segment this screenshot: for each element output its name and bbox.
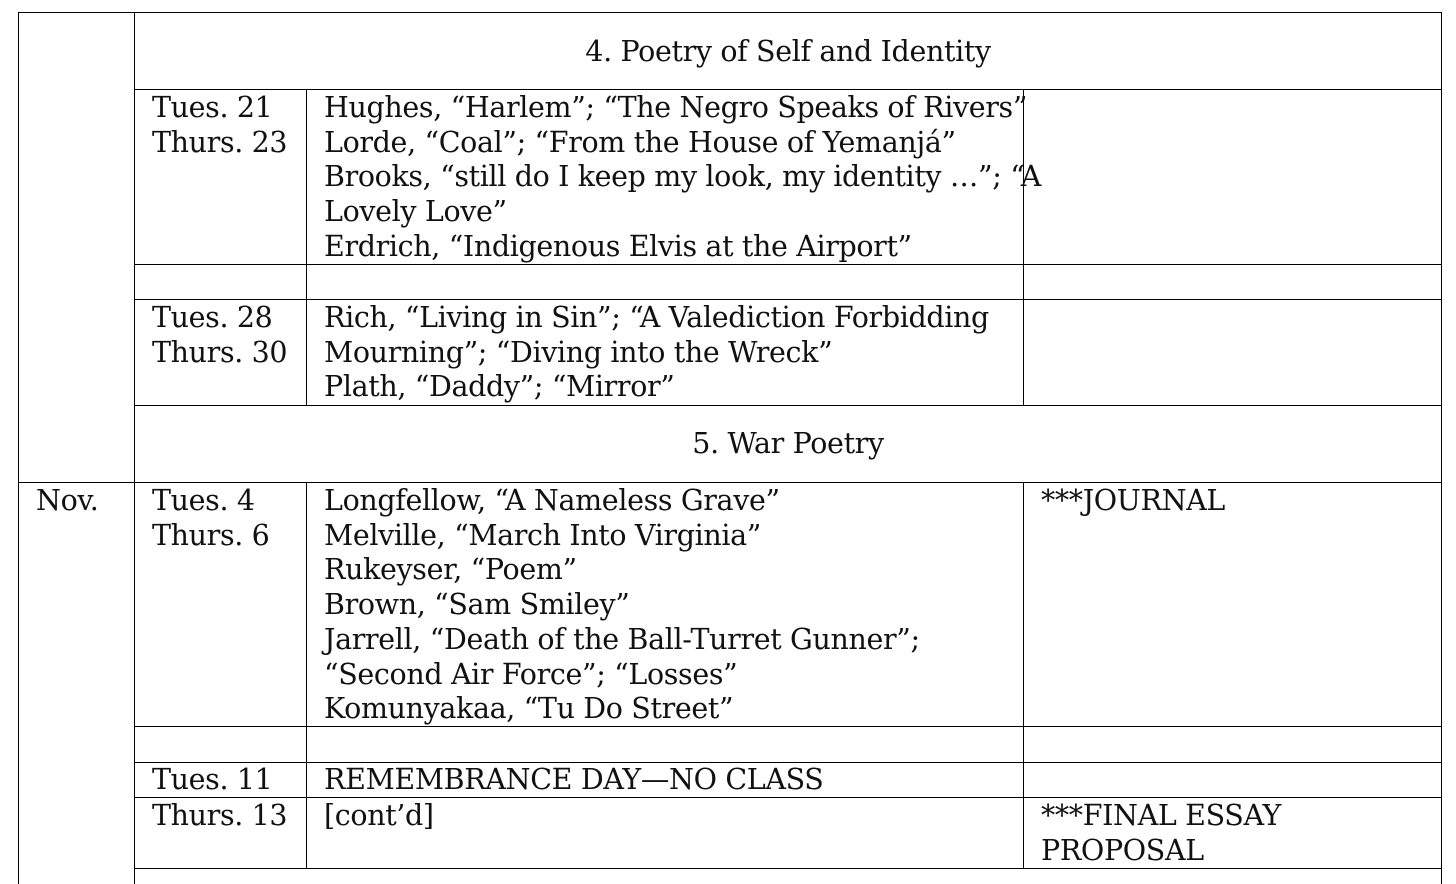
date-line: Thurs. 6 xyxy=(152,518,270,552)
reading-line: Lovely Love” xyxy=(324,195,507,229)
table-rule xyxy=(134,405,1442,406)
date-line: Thurs. 30 xyxy=(152,335,288,369)
table-rule xyxy=(306,482,307,868)
date-line: Thurs. 23 xyxy=(152,125,288,159)
reading-line: Plath, “Daddy”; “Mirror” xyxy=(324,370,675,404)
assignment-note xyxy=(1041,799,1281,868)
table-rule xyxy=(18,12,1442,13)
reading-line: Erdrich, “Indigenous Elvis at the Airport” xyxy=(324,229,912,263)
reading-line: Longfellow, “A Nameless Grave” xyxy=(324,484,780,517)
date-cell xyxy=(152,484,269,553)
table-rule xyxy=(134,89,1442,90)
readings-cell xyxy=(324,301,989,405)
readings-cell xyxy=(324,484,920,727)
reading-line: Mourning”; “Diving into the Wreck” xyxy=(324,335,833,369)
note-line: PROPOSAL xyxy=(1041,833,1204,867)
month-label: Nov. xyxy=(36,484,99,517)
date-line: Tues. 21 xyxy=(152,91,273,124)
table-rule xyxy=(18,482,1442,483)
table-rule xyxy=(134,299,1442,300)
reading-line: Lorde, “Coal”; “From the House of Yemanjá” xyxy=(324,125,956,159)
reading-line: Rich, “Living in Sin”; “A Valediction Forbidding xyxy=(324,301,989,334)
reading-line: Hughes, “Harlem”; “The Negro Speaks of Rivers” xyxy=(324,91,1028,124)
reading-line: Melville, “March Into Virginia” xyxy=(324,518,761,552)
reading-line: Brown, “Sam Smiley” xyxy=(324,588,630,622)
reading-line: “Second Air Force”; “Losses” xyxy=(324,657,738,691)
date-cell xyxy=(152,301,287,370)
date-cell: Tues. 11 xyxy=(152,763,273,796)
table-rule xyxy=(18,12,19,884)
date-line: Tues. 4 xyxy=(152,484,255,517)
date-cell xyxy=(152,91,287,160)
readings-cell: [cont’d] xyxy=(324,799,434,832)
readings-cell: REMEMBRANCE DAY—NO CLASS xyxy=(324,763,824,796)
assignment-note: ***JOURNAL xyxy=(1041,484,1225,517)
table-rule xyxy=(1023,482,1024,868)
reading-line: Jarrell, “Death of the Ball-Turret Gunner”; xyxy=(324,622,920,656)
section-heading: 4. Poetry of Self and Identity xyxy=(585,35,991,68)
reading-line: Brooks, “still do I keep my look, my identity …”; “A xyxy=(324,160,1041,194)
date-line: Tues. 28 xyxy=(152,301,273,334)
note-line: ***FINAL ESSAY xyxy=(1041,799,1281,832)
reading-line: Rukeyser, “Poem” xyxy=(324,553,577,587)
readings-cell xyxy=(324,91,1041,265)
section-heading: 5. War Poetry xyxy=(692,427,884,460)
date-cell: Thurs. 13 xyxy=(152,799,288,832)
table-rule xyxy=(306,89,307,405)
reading-line: Komunyakaa, “Tu Do Street” xyxy=(324,692,734,726)
